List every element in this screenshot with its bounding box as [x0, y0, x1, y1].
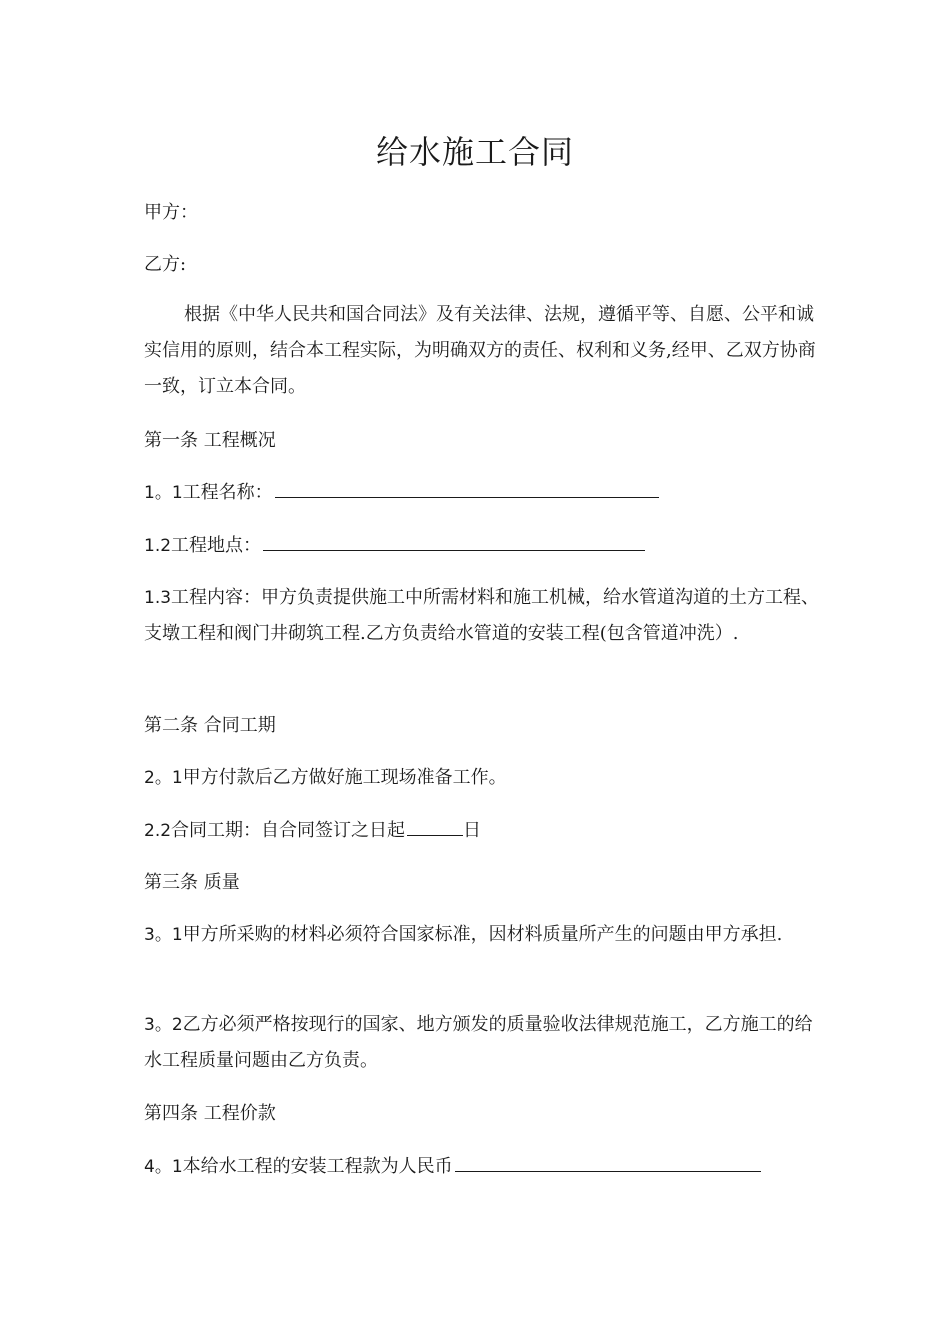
article-3-heading: 第三条 质量 — [144, 872, 240, 893]
clause-1-3 — [144, 580, 824, 652]
preamble-paragraph: 根据《中华人民共和国合同法》及有关法律、法规，遵循平等、自愿、公平和诚实信用的原则，结合本工程实际，为明确双方的责任、权利和义务,经甲、乙双方协商一致，订立本合同。 — [144, 304, 816, 397]
project-location-blank[interactable] — [263, 528, 645, 551]
clause-2-2-text: 合同工期：自合同签订之日起 — [171, 820, 406, 841]
clause-2-1-text: 甲方付款后乙方做好施工现场准备工作。 — [182, 767, 507, 788]
clause-3-2-number: 3。2 — [144, 1015, 183, 1035]
clause-3-1-number: 3。1 — [144, 925, 183, 945]
clause-4-1 — [144, 1149, 824, 1185]
article-2-heading: 第二条 合同工期 — [144, 715, 276, 736]
document-title: 给水施工合同 — [375, 133, 574, 171]
clause-2-2-suffix: 日 — [463, 820, 482, 841]
clause-3-1 — [144, 917, 824, 953]
clause-1-1-number: 1。1 — [144, 483, 183, 503]
clause-1-1-label: 工程名称： — [182, 482, 273, 503]
clause-1-2-label: 工程地点： — [171, 535, 262, 556]
clause-1-2-number: 1.2 — [144, 536, 172, 556]
clause-2-2-number: 2.2 — [144, 821, 172, 841]
clause-3-2 — [144, 1007, 824, 1079]
clause-3-1-text: 甲方所采购的材料必须符合国家标准，因材料质量所产生的问题由甲方承担. — [182, 924, 783, 945]
clause-4-1-text: 本给水工程的安装工程款为人民币 — [182, 1156, 453, 1177]
party-a-label: 甲方： — [144, 202, 198, 223]
clause-2-2 — [144, 813, 824, 849]
clause-2-1 — [144, 760, 824, 796]
clause-3-2-text: 乙方必须严格按现行的国家、地方颁发的质量验收法律规范施工，乙方施工的给水工程质量问题由乙方负责。 — [144, 1014, 813, 1071]
clause-2-1-number: 2。1 — [144, 768, 183, 788]
contract-amount-blank[interactable] — [455, 1149, 761, 1172]
article-1-heading: 第一条 工程概况 — [144, 430, 276, 451]
duration-days-blank[interactable] — [407, 813, 463, 836]
party-b-label: 乙方: — [144, 254, 187, 275]
article-4-heading: 第四条 工程价款 — [144, 1103, 276, 1124]
clause-1-3-text: 工程内容：甲方负责提供施工中所需材料和施工机械，给水管道沟道的土方工程、支墩工程和阀门井砌筑工程.乙方负责给水管道的安装工程(包含管道冲洗）. — [144, 587, 820, 644]
project-name-blank[interactable] — [275, 475, 659, 498]
clause-1-2 — [144, 528, 824, 564]
clause-4-1-number: 4。1 — [144, 1157, 183, 1177]
clause-1-3-number: 1.3 — [144, 588, 172, 608]
clause-1-1 — [144, 475, 824, 511]
